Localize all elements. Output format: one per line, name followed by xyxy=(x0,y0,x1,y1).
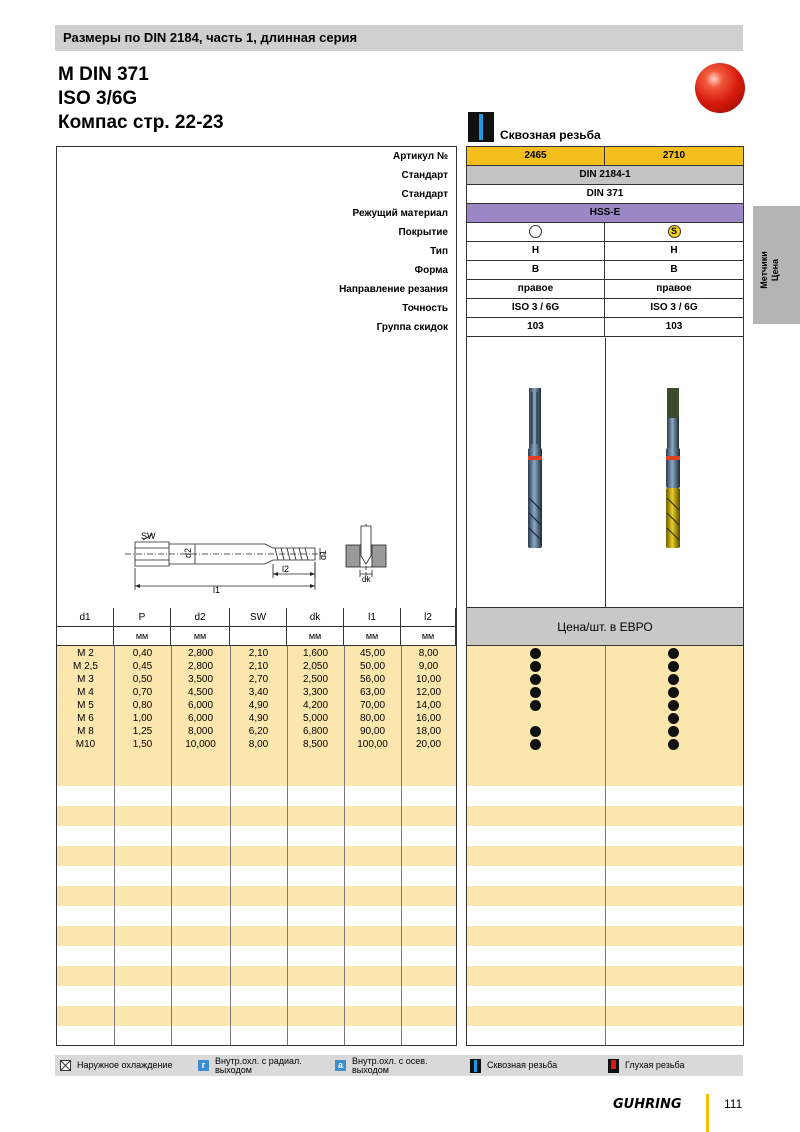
unit-cell: мм xyxy=(287,627,344,646)
row-band xyxy=(57,846,456,866)
column-header-l1: l1 xyxy=(344,608,401,627)
attribute-value: правое xyxy=(605,280,743,299)
cell-l2: 10,00 xyxy=(415,674,442,685)
dimension-table-body xyxy=(57,646,456,1045)
availability-dot xyxy=(668,687,679,698)
section-title-bar: Размеры по DIN 2184, часть 1, длинная серия xyxy=(55,25,743,51)
availability-dot xyxy=(668,700,679,711)
legend-bar xyxy=(55,1055,743,1076)
cell-l2: 20,00 xyxy=(415,739,442,750)
cell-l1: 63,00 xyxy=(359,687,386,698)
column-header-d1: d1 xyxy=(57,608,114,627)
red-ball-logo xyxy=(695,63,745,113)
cell-SW: 4,90 xyxy=(248,700,269,711)
cell-d1: M10 xyxy=(75,739,96,750)
cell-l1: 45,00 xyxy=(359,648,386,659)
cell-dk: 2,050 xyxy=(302,661,329,672)
availability-dot xyxy=(530,648,541,659)
attribute-label: Точность xyxy=(402,303,448,314)
title-line-2: ISO 3/6G xyxy=(58,88,138,109)
availability-dot xyxy=(668,713,679,724)
attribute-value: правое xyxy=(467,280,605,299)
cell-d2: 8,000 xyxy=(187,726,214,737)
unit-cell: мм xyxy=(401,627,456,646)
unit-cell: мм xyxy=(171,627,230,646)
attribute-value: DIN 2184-1 xyxy=(467,166,743,185)
cell-SW: 8,00 xyxy=(248,739,269,750)
table-row xyxy=(57,686,456,699)
cell-l2: 12,00 xyxy=(415,687,442,698)
title-line-1: M DIN 371 xyxy=(58,64,149,85)
row-band xyxy=(57,966,456,986)
cell-l2: 8,00 xyxy=(418,648,439,659)
cell-d1: M 2 xyxy=(77,648,94,659)
cell-SW: 2,10 xyxy=(248,648,269,659)
cell-dk: 4,200 xyxy=(302,700,329,711)
page-title xyxy=(58,63,224,135)
table-row xyxy=(57,673,456,686)
table-row xyxy=(57,660,456,673)
cell-SW: 2,10 xyxy=(248,661,269,672)
brand-logo: GUHRING xyxy=(613,1097,682,1112)
column-header-d2: d2 xyxy=(171,608,230,627)
through-thread-icon xyxy=(468,112,494,142)
cell-dk: 3,300 xyxy=(302,687,329,698)
attribute-label: Стандарт xyxy=(401,189,448,200)
attribute-row xyxy=(467,280,743,299)
availability-dot xyxy=(530,700,541,711)
column-header-SW: SW xyxy=(230,608,287,627)
cell-l2: 14,00 xyxy=(415,700,442,711)
attribute-label: Направление резания xyxy=(339,284,448,295)
dimension-table-header xyxy=(57,608,456,646)
table-row xyxy=(57,725,456,738)
sw-label: SW xyxy=(141,531,156,541)
price-column-header: Цена/шт. в ЕВРО xyxy=(467,608,743,646)
attribute-value: H xyxy=(605,242,743,261)
cell-dk: 2,500 xyxy=(302,674,329,685)
price-table-body xyxy=(467,646,743,1045)
legend-item-axial-coolant xyxy=(335,1055,452,1076)
availability-dot xyxy=(668,674,679,685)
availability-dot xyxy=(668,661,679,672)
cell-d1: M 2,5 xyxy=(72,661,98,672)
attribute-value: DIN 371 xyxy=(467,185,743,204)
cell-SW: 6,20 xyxy=(248,726,269,737)
cell-SW: 2,70 xyxy=(248,674,269,685)
cell-l2: 16,00 xyxy=(415,713,442,724)
side-tab-label xyxy=(759,240,781,300)
cell-d1: M 3 xyxy=(77,674,94,685)
cell-d1: M 5 xyxy=(77,700,94,711)
cell-l1: 90,00 xyxy=(359,726,386,737)
cell-P: 0,40 xyxy=(132,648,153,659)
attribute-value: ISO 3 / 6G xyxy=(467,299,605,318)
d1-label: d1 xyxy=(318,549,328,560)
product-image-area xyxy=(467,338,743,608)
attribute-row xyxy=(467,299,743,318)
attribute-value: H xyxy=(467,242,605,261)
attribute-value: B xyxy=(467,261,605,280)
cell-l1: 70,00 xyxy=(359,700,386,711)
availability-dot xyxy=(530,687,541,698)
attribute-row xyxy=(467,261,743,280)
cell-l1: 56,00 xyxy=(359,674,386,685)
cell-d2: 2,800 xyxy=(187,648,214,659)
row-band xyxy=(57,1006,456,1026)
legend-item-radial-coolant xyxy=(198,1055,315,1076)
cell-d2: 2,800 xyxy=(187,661,214,672)
table-row xyxy=(57,738,456,751)
attribute-value xyxy=(467,223,605,242)
attribute-label: Артикул № xyxy=(393,151,448,162)
attribute-label: Форма xyxy=(414,265,448,276)
attribute-row xyxy=(467,166,743,185)
availability-dot xyxy=(530,661,541,672)
side-tab-line-2: Цена xyxy=(770,258,780,282)
column-header-P: P xyxy=(114,608,171,627)
cell-d1: M 6 xyxy=(77,713,94,724)
cell-d2: 6,000 xyxy=(187,700,214,711)
thread-type-label: Сквозная резьба xyxy=(500,128,601,142)
cell-l2: 18,00 xyxy=(415,726,442,737)
availability-dot xyxy=(530,739,541,750)
l2-label: l2 xyxy=(282,564,290,574)
legend-label: Сквозная резьба xyxy=(487,1060,558,1070)
availability-dot xyxy=(530,726,541,737)
uncoated-icon xyxy=(529,225,542,238)
attribute-row xyxy=(467,204,743,223)
external-coolant-icon xyxy=(60,1060,71,1071)
cell-d2: 3,500 xyxy=(187,674,214,685)
column-header-l2: l2 xyxy=(401,608,456,627)
attribute-label: Стандарт xyxy=(401,170,448,181)
cell-l1: 50,00 xyxy=(359,661,386,672)
legend-label: Внутр.охл. с радиал. выходом xyxy=(215,1055,302,1075)
legend-label: Глухая резьба xyxy=(625,1060,685,1070)
page-number: 111 xyxy=(724,1097,743,1111)
cell-l2: 9,00 xyxy=(418,661,439,672)
attribute-value: 2710 xyxy=(605,147,743,166)
availability-dot xyxy=(668,648,679,659)
cell-l1: 80,00 xyxy=(359,713,386,724)
cell-dk: 1,600 xyxy=(302,648,329,659)
through-thread-icon xyxy=(470,1059,481,1073)
row-band xyxy=(57,886,456,906)
cell-P: 1,00 xyxy=(132,713,153,724)
cell-P: 0,50 xyxy=(132,674,153,685)
column-divider xyxy=(605,646,606,1045)
attribute-label: Группа скидок xyxy=(376,322,448,333)
cell-P: 1,50 xyxy=(132,739,153,750)
cell-d2: 10,000 xyxy=(185,739,216,750)
tap-dimension-drawing xyxy=(125,520,390,605)
legend-label: Наружное охлаждение xyxy=(77,1060,173,1070)
cell-dk: 6,800 xyxy=(302,726,329,737)
attribute-value: 103 xyxy=(467,318,605,337)
blind-thread-icon xyxy=(608,1059,619,1073)
image-divider xyxy=(605,338,606,608)
attribute-label: Тип xyxy=(430,246,448,257)
unit-cell: мм xyxy=(114,627,171,646)
d2-label: d2 xyxy=(183,547,193,558)
unit-cell xyxy=(230,627,287,646)
cell-P: 0,80 xyxy=(132,700,153,711)
title-line-3: Компас стр. 22-23 xyxy=(58,112,224,133)
availability-dot xyxy=(668,726,679,737)
attribute-row xyxy=(467,242,743,261)
attribute-value: 2465 xyxy=(467,147,605,166)
l1-label: l1 xyxy=(213,585,221,595)
side-tab-line-1: Метчики xyxy=(759,251,769,289)
availability-dot xyxy=(668,739,679,750)
attribute-row xyxy=(467,185,743,204)
attribute-row xyxy=(467,147,743,166)
row-band xyxy=(57,766,456,786)
attribute-value: HSS-E xyxy=(467,204,743,223)
table-row xyxy=(57,699,456,712)
legend-item-through-thread xyxy=(470,1055,557,1076)
availability-dot xyxy=(530,674,541,685)
legend-item-external-coolant xyxy=(60,1055,172,1076)
cell-d1: M 4 xyxy=(77,687,94,698)
radial-coolant-icon: r xyxy=(198,1060,209,1071)
cell-SW: 3,40 xyxy=(248,687,269,698)
cell-d2: 4,500 xyxy=(187,687,214,698)
cell-l1: 100,00 xyxy=(357,739,388,750)
cell-P: 0,45 xyxy=(132,661,153,672)
tap-2465-image xyxy=(523,388,547,552)
tap-2710-image xyxy=(661,388,685,552)
cell-P: 1,25 xyxy=(132,726,153,737)
cell-d2: 6,000 xyxy=(187,713,214,724)
attribute-value: 103 xyxy=(605,318,743,337)
attribute-row xyxy=(467,223,743,242)
cell-d1: M 8 xyxy=(77,726,94,737)
unit-cell xyxy=(57,627,114,646)
legend-label: Внутр.охл. с осев. выходом xyxy=(352,1055,428,1075)
table-row xyxy=(57,647,456,660)
attribute-label: Режущий материал xyxy=(352,208,448,219)
attribute-value: B xyxy=(605,261,743,280)
cell-SW: 4,90 xyxy=(248,713,269,724)
dk-label: dk xyxy=(362,575,371,584)
table-row xyxy=(57,712,456,725)
footer-accent-bar xyxy=(706,1094,709,1132)
cell-P: 0,70 xyxy=(132,687,153,698)
row-band xyxy=(57,926,456,946)
row-band xyxy=(57,806,456,826)
legend-item-blind-thread xyxy=(608,1055,684,1076)
cell-dk: 5,000 xyxy=(302,713,329,724)
attribute-value: ISO 3 / 6G xyxy=(605,299,743,318)
attribute-label: Покрытие xyxy=(398,227,448,238)
coating-s-icon: S xyxy=(668,225,681,238)
attribute-row xyxy=(467,318,743,337)
unit-cell: мм xyxy=(344,627,401,646)
cell-dk: 8,500 xyxy=(302,739,329,750)
column-header-dk: dk xyxy=(287,608,344,627)
axial-coolant-icon: a xyxy=(335,1060,346,1071)
attribute-value xyxy=(605,223,743,242)
